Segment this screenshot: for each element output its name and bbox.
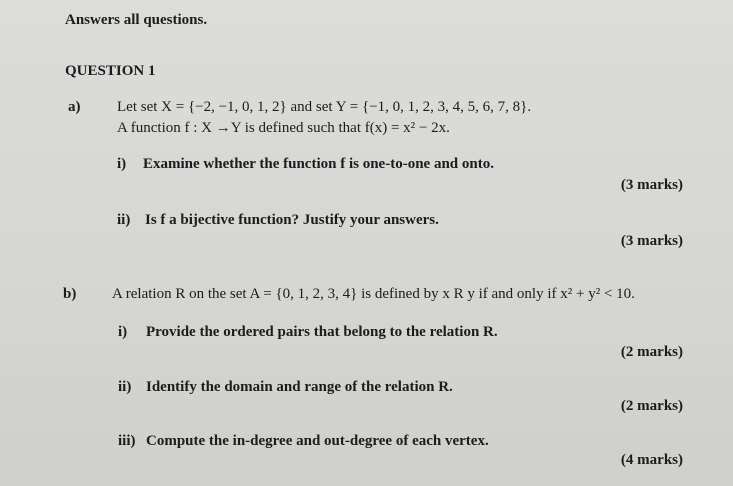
part-b-ii-label: ii): [118, 379, 132, 395]
part-b-iii-marks: (4 marks): [620, 452, 683, 468]
part-a-label: a): [68, 99, 81, 115]
part-a-i-marks: (3 marks): [620, 177, 683, 193]
part-b-iii-label: iii): [118, 433, 136, 449]
part-b-i-text: Provide the ordered pairs that belong to the relation R.: [146, 324, 498, 340]
part-b-label: b): [63, 286, 77, 302]
part-a-ii-marks: (3 marks): [620, 233, 683, 249]
part-b-line-1: A relation R on the set A = {0, 1, 2, 3, 4} is defined by x R y if and only if x² + y² < 10.: [112, 286, 635, 302]
part-b-ii-text: Identify the domain and range of the relation R.: [146, 379, 453, 395]
instructions-heading: Answers all questions.: [65, 12, 208, 28]
part-a-line-1: Let set X = {−2, −1, 0, 1, 2} and set Y = {−1, 0, 1, 2, 3, 4, 5, 6, 7, 8}.: [117, 99, 532, 115]
part-b-ii-marks: (2 marks): [620, 398, 683, 414]
part-a-ii-text: Is f a bijective function? Justify your answers.: [145, 212, 439, 228]
part-a-line-2: A function f : X →Y is defined such that f(x) = x² − 2x.: [117, 120, 450, 136]
part-a-ii-label: ii): [117, 212, 131, 228]
part-a-i-label: i): [117, 156, 127, 172]
part-a-i-text: Examine whether the function f is one-to-one and onto.: [143, 156, 494, 172]
part-b-iii-text: Compute the in-degree and out-degree of each vertex.: [146, 433, 489, 449]
part-b-i-label: i): [118, 324, 128, 340]
part-b-i-marks: (2 marks): [620, 344, 683, 360]
question-title: QUESTION 1: [65, 63, 156, 79]
